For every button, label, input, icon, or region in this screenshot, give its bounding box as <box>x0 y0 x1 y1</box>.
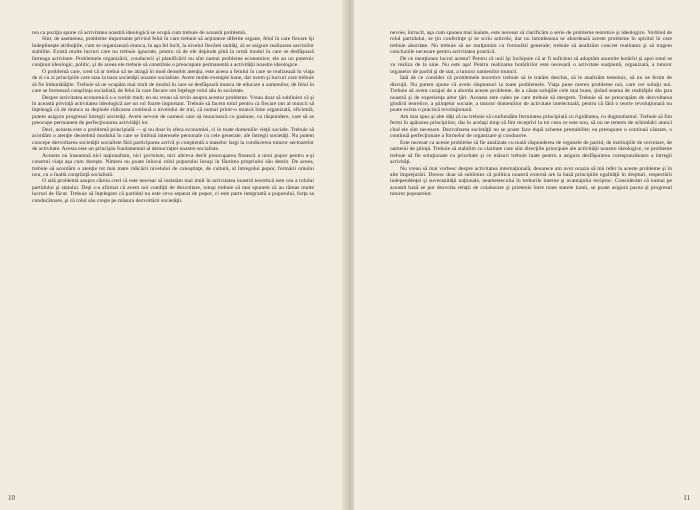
left-page <box>0 0 346 510</box>
paragraph: Am mai spus şi alte dăţi că nu trebuie să confundăm fermitatea principială cu rigiditatea, cu dogmatismul. Trebuie să fim fermi în apărarea principiilor, dar în acelaşi timp să fim receptivi la tot ceea ce este nou, să nu ne temem de schimbări atunci cînd ele sînt necesare. Dezvoltarea societăţii nu se poate face după scheme prestabilite; ea presupune o continuă căutare, o continuă perfecţionare a formelor de organizare şi conducere. <box>390 113 672 140</box>
paragraph: Sînt, de asemenea, probleme importante privind felul în care trebuie să acţioneze diferite organe, felul în care fiecare îşi îndeplineşte atribuţiile, cum se organizează munca, în aşa fel încît, la nivelul fiecărei unităţi, să se asigure realizarea sarcinilor stabilite. Există multe lucruri care nu trebuie ignorate, pentru că de ele depinde pînă la urmă modul în care se desfăşoară întreaga activitate. Problemele organizării, conducerii şi planificării nu sînt numai probleme economice; ele au un puternic conţinut ideologic, politic, şi de aceea ele trebuie să constituie o preocupare permanentă a activităţii noastre ideologice. <box>32 36 314 69</box>
paragraph: Deci, aceasta este o problemă principială — şi nu doar în sfera economiei, ci în toate domeniile vieţii sociale. Trebuie să acordăm o atenţie deosebită modului în care se îmbină interesele personale cu cele generale, ale întregii societăţi. Nu putem concepe dezvoltarea societăţii socialiste fără participarea activă şi conştientă a maselor largi la conducerea tuturor sectoarelor de activitate. Acesta este un principiu fundamental al democraţiei noastre socialiste. <box>32 126 314 153</box>
paragraph: O problemă care, cred că ar trebui să ne atragă în mod deosebit atenţia, este aceea a felului în care se realizează în viaţa de zi cu zi principiile care stau la baza societăţii noastre socialiste. Avem multe exemple bune, dar avem şi lucruri care trebuie să fie îmbunătăţite. Trebuie să ne ocupăm mai mult de modul în care se desfăşoară munca de educare a oamenilor, de felul în care se formează conştiinţa socialistă, de felul în care fiecare om înţelege rolul său în societate. <box>32 68 314 95</box>
paragraph: Este necesar ca aceste probleme să fie analizate cu toată răspunderea de organele de partid, de instituţiile de cercetare, de oamenii de ştiinţă. Trebuie să stabilim cu claritate care sînt direcţiile principale ale activităţii noastre ideologice, ce probleme trebuie să fie soluţionate cu prioritate şi ce măsuri trebuie luate pentru a asigura desfăşurarea corespunzătoare a întregii activităţi. <box>390 139 672 166</box>
right-page-text <box>390 30 672 470</box>
paragraph: Aceasta nu înseamnă nici naţionalism, nici şovinism, nici altceva decît preocuparea firească a unui popor pentru a-şi construi viaţa aşa cum doreşte. Nimeni nu poate înlocui rolul poporului însuşi în făurirea propriului său destin. De aceea, trebuie să acordăm o atenţie tot mai mare ridicării nivelului de cunoştinţe, de cultură, al întregului popor, formării omului nou, cu o înaltă conştiinţă socialistă. <box>32 152 314 178</box>
page-number: 11 <box>683 494 690 502</box>
paragraph: De ce menţionez lucrul acesta? Pentru că unii îşi închipuie că ar fi suficient să adoptăm anumite hotărîri şi apoi totul se va realiza de la sine. Nu este aşa! Pentru realizarea hotărîrilor este necesară o activitate susţinută, organizată, a tuturor organelor de partid şi de stat, a tuturor oamenilor muncii. <box>390 55 672 75</box>
paragraph: O altă problemă asupra căreia cred că este necesar să insistăm mai mult în activitatea noastră teoretică este cea a rolului partidului şi statului. Deşi s-a afirmat că avem noi condiţii de dezvoltare, totuşi trebuie să mai spunem că au rămas multe lucruri de făcut. Trebuie să înţelegem că partidul nu este ceva separat de popor, ci este parte integrantă a poporului, forţa sa conducătoare, şi că rolul său creşte pe măsura dezvoltării societăţii. <box>32 178 314 204</box>
right-page <box>354 0 700 510</box>
paragraph: Nu vreau să mai vorbesc despre activitatea internaţională, deoarece am avut ocazia să mă refer la aceste probleme şi în alte împrejurări. Doresc doar să subliniez că politica noastră externă are la bază principiile egalităţii în drepturi, respectării independenţei şi suveranităţii naţionale, neamestecului în treburile interne şi avantajului reciproc. Considerăm că numai pe această bază se pot dezvolta relaţii de colaborare şi prietenie între toate statele lumii, se poate asigura pacea şi progresul tuturor popoarelor. <box>390 165 672 198</box>
page-number: 10 <box>8 494 15 502</box>
left-page-text <box>32 30 314 470</box>
paragraph: Despre activitatea economică s-a vorbit mult; eu nu vreau să revin asupra acestor probleme. Vreau doar să subliniez că şi în această privinţă activitatea ideologică are un rol foarte important. Trebuie să facem totul pentru ca fiecare om al muncii să înţeleagă că de munca sa depinde ridicarea continuă a nivelului de trai, că numai printr-o muncă bine organizată, eficientă, putem asigura progresul întregii societăţi. Avem nevoie de oameni care să muncească cu pasiune, cu răspundere, care să se preocupe permanent de perfecţionarea activităţii lor. <box>32 94 314 127</box>
paragraph: Iată de ce consider că problemele teoretice trebuie să le tratăm deschis, să le analizăm temeinic, să nu ne ferim de discuţii. Nu putem spune că avem răspunsuri la toate problemele. Viaţa pune mereu probleme noi, care cer soluţii noi. Trebuie să avem curajul de a aborda aceste probleme, de a căuta soluţiile cele mai bune, ţinînd seama de realităţile din ţara noastră şi de experienţa altor ţări. Aceasta este calea pe care trebuie să mergem. Trebuie să ne preocupăm de dezvoltarea gîndirii teoretice, a ştiinţelor sociale, a tuturor domeniilor de activitate intelectuală, pentru că fără o teorie revoluţionară nu poate exista o practică revoluţionară. <box>390 75 672 114</box>
paragraph: nevoie, întrucît, aşa cum spunea mai înainte, este necesar să clarificăm o serie de probleme teoretice şi ideologice. Vorbind de rolul partidului, se ţin conferinţe şi se scriu articole, dar nu întotdeauna se abordează aceste probleme în spiritul în care trebuie abordate. Nu trebuie să ne mulţumim cu formulări generale; trebuie să analizăm concret realitatea şi să tragem concluziile necesare pentru activitatea practică. <box>390 30 672 56</box>
paragraph: rea ca poziţia spune că activitatea noastră ideologică se ocupă cum trebuie de această problemă. <box>32 30 247 36</box>
